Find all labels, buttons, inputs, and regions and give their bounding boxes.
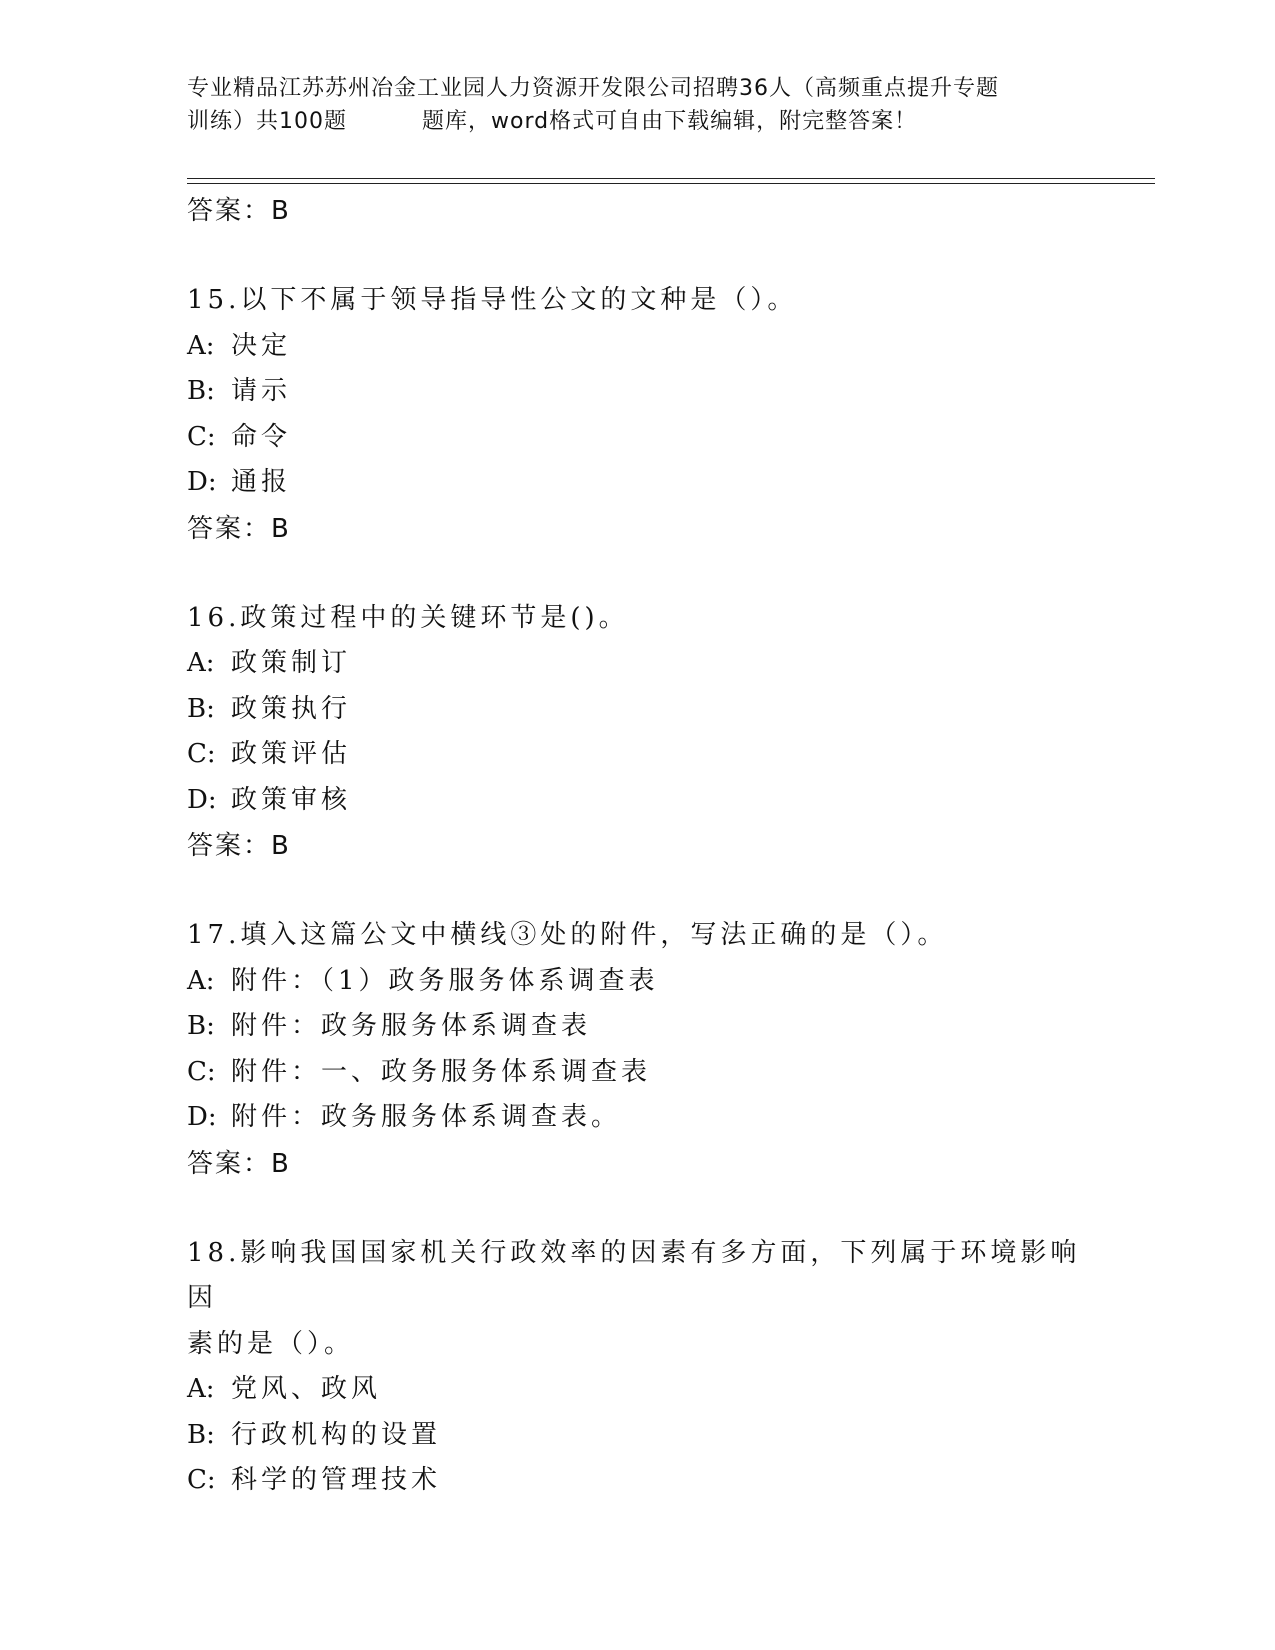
option-text: 科学的管理技术	[231, 1465, 442, 1495]
option-d	[187, 778, 1087, 824]
option-text: 政策审核	[231, 784, 352, 815]
option-text: 政策评估	[231, 739, 352, 769]
question-17	[187, 913, 1087, 1187]
option-text: 政策制订	[231, 648, 352, 678]
header-divider-bottom	[187, 183, 1155, 184]
option-key: A:	[187, 1374, 215, 1404]
option-b	[187, 1413, 1087, 1459]
option-key: D:	[187, 1102, 217, 1132]
question-stem-line-2: 素的是（）。	[187, 1328, 355, 1359]
answer-line: 答案：B	[187, 196, 291, 226]
option-text: 决定	[231, 330, 292, 361]
option-c	[187, 1050, 1087, 1096]
header-divider-top	[187, 178, 1155, 179]
question-stem: 15.以下不属于领导指导性公文的文种是（）。	[187, 285, 798, 315]
option-key: A:	[187, 648, 215, 678]
option-a	[187, 324, 1087, 370]
option-c	[187, 415, 1087, 461]
option-d	[187, 1095, 1087, 1141]
option-c	[187, 732, 1087, 778]
option-key: D:	[187, 784, 217, 815]
option-text: 附件：政务服务体系调查表	[231, 1011, 592, 1041]
header-line-2	[187, 105, 1087, 138]
option-key: B:	[187, 1011, 215, 1041]
option-b	[187, 1004, 1087, 1050]
question-18	[187, 1231, 1087, 1504]
option-key: B:	[187, 376, 215, 406]
option-key: B:	[187, 693, 215, 724]
answer-line: 答案：B	[187, 513, 291, 544]
option-text: 请示	[231, 376, 292, 406]
option-key: B:	[187, 1419, 215, 1450]
option-text: 通报	[231, 467, 292, 497]
option-key: D:	[187, 467, 217, 497]
option-key: C:	[187, 739, 216, 769]
option-c	[187, 1458, 1087, 1504]
question-list	[187, 188, 1087, 1504]
document-header	[187, 72, 1087, 138]
option-b	[187, 687, 1087, 733]
option-key: A:	[187, 330, 215, 361]
header-line-1: 专业精品江苏苏州冶金工业园人力资源开发限公司招聘36人（高频重点提升专题	[187, 76, 999, 101]
header-line-2-right: 题库，word格式可自由下载编辑，附完整答案！	[422, 109, 918, 134]
option-text: 行政机构的设置	[231, 1419, 442, 1450]
question-16	[187, 596, 1087, 870]
option-text: 政策执行	[231, 693, 352, 724]
option-key: C:	[187, 421, 216, 452]
header-line-2-left: 训练）共100题	[187, 109, 347, 134]
question-stem-line-1: 18.影响我国国家机关行政效率的因素有多方面，下列属于环境影响因	[187, 1237, 1081, 1313]
option-text: 命令	[231, 421, 292, 452]
question-stem: 17.填入这篇公文中横线③处的附件，写法正确的是（）。	[187, 920, 948, 950]
option-a	[187, 959, 1087, 1005]
question-15	[187, 278, 1087, 552]
option-d	[187, 460, 1087, 506]
question-stem: 16.政策过程中的关键环节是()。	[187, 602, 629, 633]
answer-line: 答案：B	[187, 1148, 291, 1179]
option-a	[187, 641, 1087, 687]
option-text: 党风、政风	[231, 1374, 382, 1404]
answer-line: 答案：B	[187, 831, 291, 861]
option-b	[187, 369, 1087, 415]
option-key: C:	[187, 1465, 216, 1495]
option-text: 附件：（1）政务服务体系调查表	[231, 965, 659, 996]
option-text: 附件：政务服务体系调查表。	[231, 1102, 622, 1132]
option-text: 附件：一、政务服务体系调查表	[231, 1056, 652, 1087]
option-key: A:	[187, 965, 215, 996]
option-a	[187, 1367, 1087, 1413]
option-key: C:	[187, 1056, 216, 1087]
